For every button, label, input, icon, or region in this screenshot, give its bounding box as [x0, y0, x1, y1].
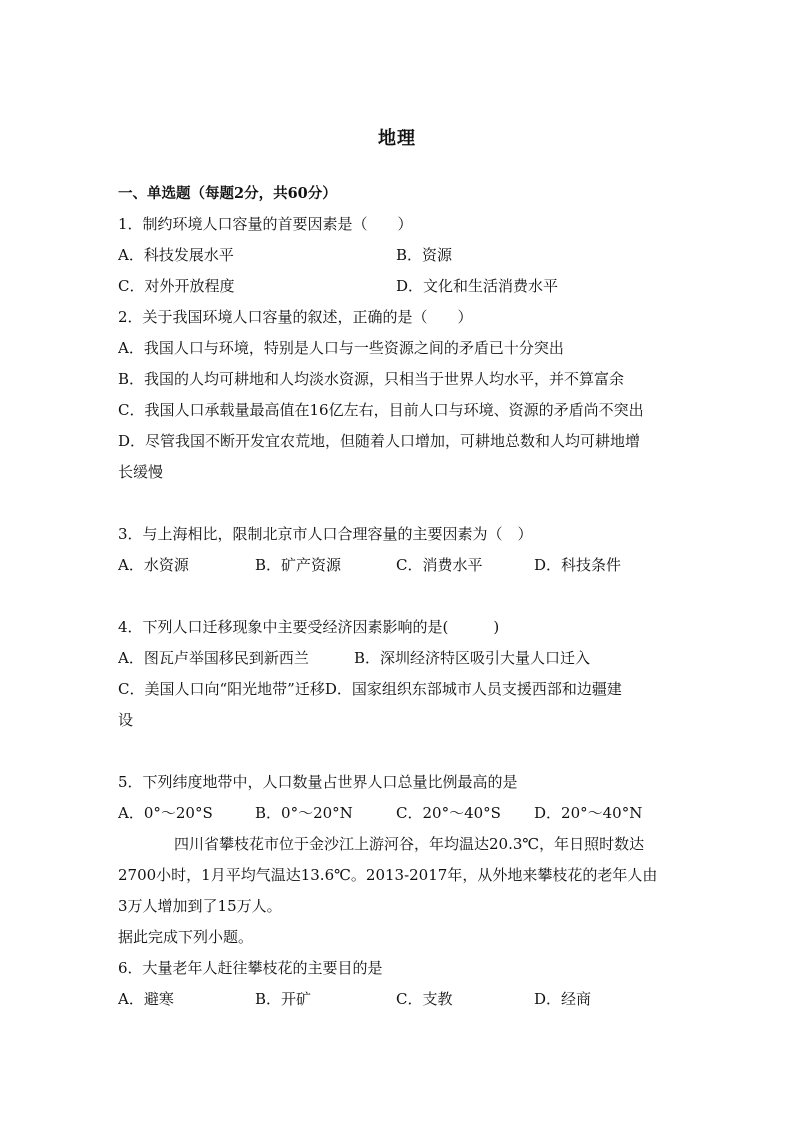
question-2-option-a: A．我国人口与环境，特别是人口与一些资源之间的矛盾已十分突出 — [118, 339, 564, 357]
question-6-stem: 6．大量老年人赶往攀枝花的主要目的是 — [118, 959, 383, 977]
material-instruction: 据此完成下列小题。 — [118, 928, 254, 946]
question-3-option-c: C．消费水平 — [396, 556, 483, 574]
question-5-options — [118, 798, 678, 829]
material-line-2: 2700小时，1月平均气温达13.6℃。2013-2017年，从外地来攀枝花的老年人由 — [118, 866, 658, 884]
question-1-stem: 1．制约环境人口容量的首要因素是（ ） — [118, 215, 413, 233]
question-2-option-c: C．我国人口承载量最高值在16亿左右，目前人口与环境、资源的矛盾尚不突出 — [118, 401, 644, 419]
material-line-1: 四川省攀枝花市位于金沙江上游河谷，年均温达20.3℃，年日照时数达 — [174, 835, 645, 853]
exam-content — [118, 178, 678, 1015]
material-line-3: 3万人增加到了15万人。 — [118, 897, 282, 915]
question-3-option-b: B．矿产资源 — [255, 556, 342, 574]
question-5-stem: 5．下列纬度地带中，人口数量占世界人口总量比例最高的是 — [118, 773, 518, 791]
question-1-option-d: D．文化和生活消费水平 — [396, 277, 559, 295]
spacer — [118, 488, 678, 519]
question-4-option-a: A．图瓦卢举国移民到新西兰 — [118, 649, 309, 667]
question-3-options — [118, 550, 678, 581]
question-2-stem: 2．关于我国环境人口容量的叙述，正确的是（ ） — [118, 308, 473, 326]
section-heading: 一、单选题（每题2分，共60分） — [118, 185, 337, 202]
question-4-options-ab — [118, 643, 678, 674]
question-1-option-a: A．科技发展水平 — [118, 246, 234, 264]
question-4-option-b: B．深圳经济特区吸引大量人口迁入 — [354, 649, 591, 667]
question-6-options — [118, 984, 678, 1015]
question-3-stem: 3．与上海相比，限制北京市人口合理容量的主要因素为（ ） — [118, 525, 533, 543]
question-4-options-cd-line1: C．美国人口向“阳光地带”迁移D．国家组织东部城市人员支援西部和边疆建 — [118, 680, 622, 698]
spacer — [118, 581, 678, 612]
question-3-option-d: D．科技条件 — [534, 556, 622, 574]
question-1-options-ab — [118, 240, 678, 271]
question-2-option-d-line2: 长缓慢 — [118, 463, 164, 481]
question-5-option-b: B．0°～20°N — [255, 804, 353, 822]
question-2-option-d-line1: D．尽管我国不断开发宜农荒地，但随着人口增加，可耕地总数和人均可耕地增 — [118, 432, 641, 450]
question-4-stem: 4．下列人口迁移现象中主要受经济因素影响的是( ) — [118, 618, 500, 636]
question-1-option-c: C．对外开放程度 — [118, 277, 235, 295]
question-2-option-b: B．我国的人均可耕地和人均淡水资源，只相当于世界人均水平，并不算富余 — [118, 370, 625, 388]
question-5-option-d: D．20°～40°N — [534, 804, 643, 822]
question-1-option-b: B．资源 — [396, 246, 453, 264]
question-1-options-cd — [118, 271, 678, 302]
spacer — [118, 736, 678, 767]
question-6-option-b: B．开矿 — [255, 990, 312, 1008]
question-6-option-a: A．避寒 — [118, 990, 174, 1008]
question-5-option-a: A．0°～20°S — [118, 804, 213, 822]
question-6-option-c: C．支教 — [396, 990, 453, 1008]
question-5-option-c: C．20°～40°S — [396, 804, 501, 822]
question-3-option-a: A．水资源 — [118, 556, 189, 574]
page-title: 地理 — [378, 128, 416, 149]
question-4-options-cd-line2: 设 — [118, 711, 134, 729]
question-6-option-d: D．经商 — [534, 990, 592, 1008]
